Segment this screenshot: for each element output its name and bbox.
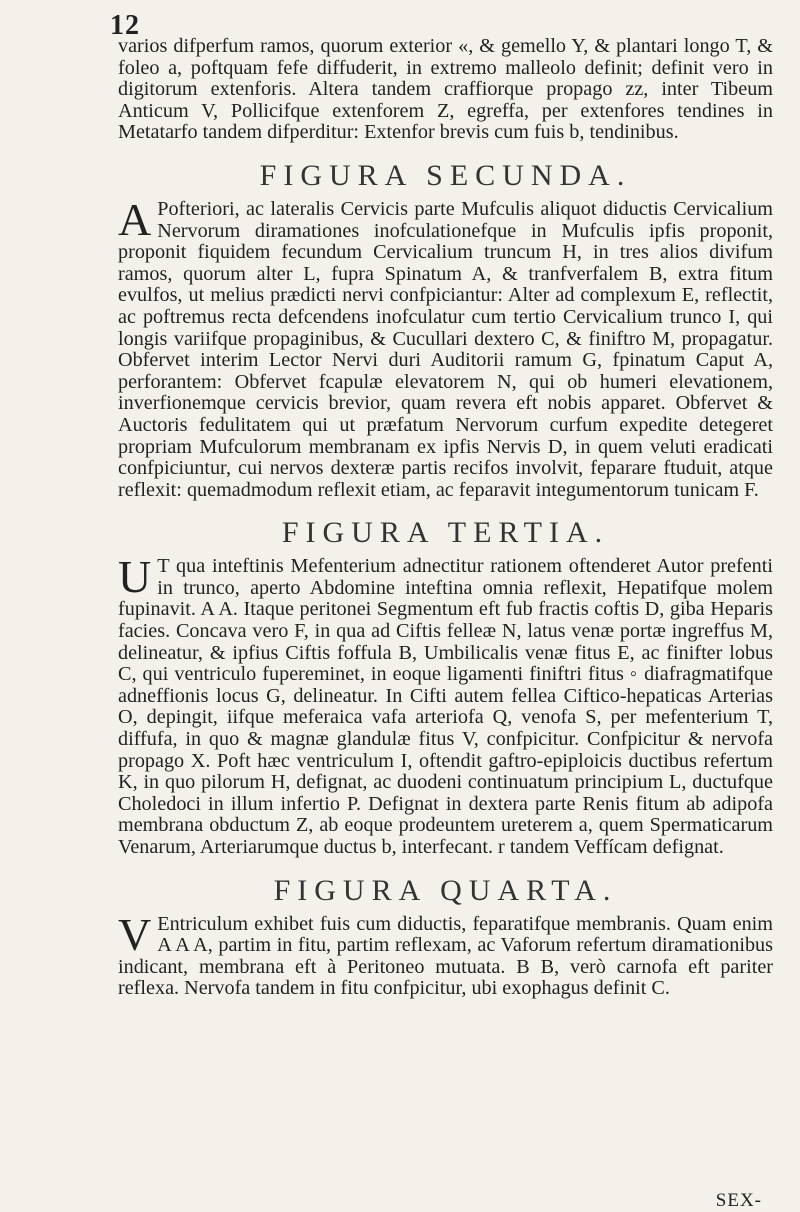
section-figura-secunda	[118, 193, 773, 501]
section-figura-quarta	[118, 908, 773, 1000]
section-figura-tertia	[118, 551, 773, 858]
section-paragraph: T qua inteftinis Mefenterium adnectitur rationem oftenderet Autor prefenti in trunco, aperto Abdomine inteftina omnia reflexit, Hepatifque molem fupinavit. A A. Itaque peritonei Segmentum eft fub fractis coftis D, giba Heparis facies. Concava vero F, in qua ad Ciftis felleæ N, latus venæ portæ ingreffus M, delineatur, & ipfius Ciftis foffula B, Umbilicalis venæ fitus E, ac finifter lobus C, qui ventriculo fupereminet, in eoque ligamenti finiftri fitus ◦ diafragmatifque adneffionis locus G, delineatur. In Cifti autem fellea Ciftico-hepaticas Arterias O, depingit, iifque meferaica vafa arteriofa Q, venofa S, per mefenterium T, diffufa, in quo & magnæ glandulæ fitus V, confpicitur. Confpicitur & nervofa propago X. Poft hæc ventriculum I, oftendit gaftro-epiploicis ductibus refertum K, in quo pilorum H, defignat, ac duodeni continuatum principium L, ductufque Choledoci in illum infertio P. Defignat in dextera parte Renis fitum ab adipofa membrana obductum Z, ab eoque prodeuntem ureterem a, quem Spermaticarum Venarum, Arteriarumque ductus b, interfecant. r tandem Veffícam defignat.	[118, 555, 773, 858]
section-heading-figura-tertia: FIGURA TERTIA.	[281, 516, 610, 550]
drop-cap: A	[118, 193, 152, 245]
intro-paragraph: varios difperfum ramos, quorum exterior «, & gemello Y, & plantari longo T, & foleo a, poftquam fefe diffuderit, in extremo malleolo definit; definit vero in digitorum extenforis. Altera tandem craffiorque propago zz, inter Tibeum Anticum V, Pollicifque extenforem Z, egreffa, per extenfores tendines in Metatarfo tandem difperditur: Extenfor brevis cum fuis b, tendinibus.	[118, 35, 773, 144]
section-heading-figura-quarta: FIGURA QUARTA.	[273, 873, 618, 907]
section-heading-figura-secunda: FIGURA SECUNDA.	[259, 158, 632, 192]
page-number: 12	[110, 10, 140, 41]
drop-cap: U	[118, 551, 152, 603]
text-column	[118, 36, 773, 1000]
section-paragraph: Pofteriori, ac lateralis Cervicis parte Mufculis aliquot diductis Cervicalium Nervorum diramationes inofculationefque in Mufculis ipfis proponit, proponit fiquidem fecundum Cervicalium truncum H, in tres alios divifum ramos, quorum alter L, fupra Spinatum A, & tranfverfalem B, extra fitum evulfos, ut melius prædicti nervi confpiciantur: Alter ad complexum E, reflectit, ac poftremus recta defcendens inofculatur cum tertio Cervicalium trunco I, qui longis variifque propaginibus, & Cucullari dextero C, & finiftro M, propagatur. Obfervet interim Lector Nervi duri Auditorii ramum G, fpinatum Caput A, perforantem: Obfervet fcapulæ elevatorem N, qui ob humeri elevationem, inverfionemque cervicis brevior, quam revera eft nobis apparet. Obfervet & Auctoris fedulitatem qui ut præfatum Nervorum curfum expedite detegeret propriam Mufculorum membranam ex ipfis Nervis D, in quem veluti eradicati confpiciuntur, cui nervos dexteræ partis recifos involvit, feparare ftuduit, atque reflexit: quemadmodum reflexit etiam, ac feparavit integumentorum tunicam F.	[118, 197, 773, 501]
section-paragraph: Entriculum exhibet fuis cum diductis, feparatifque membranis. Quam enim A A A, partim in fitu, partim reflexam, ac Vaforum refertum diramationibus indicant, membrana eft à Peritoneo mutuata. B B, verò carnofa eft pariter reflexa. Nervofa tandem in fitu confpicitur, ubi exophagus definit C.	[118, 912, 773, 1000]
intro-block	[118, 36, 773, 144]
drop-cap: V	[118, 908, 152, 960]
signature-mark: SEX-	[715, 1190, 762, 1211]
